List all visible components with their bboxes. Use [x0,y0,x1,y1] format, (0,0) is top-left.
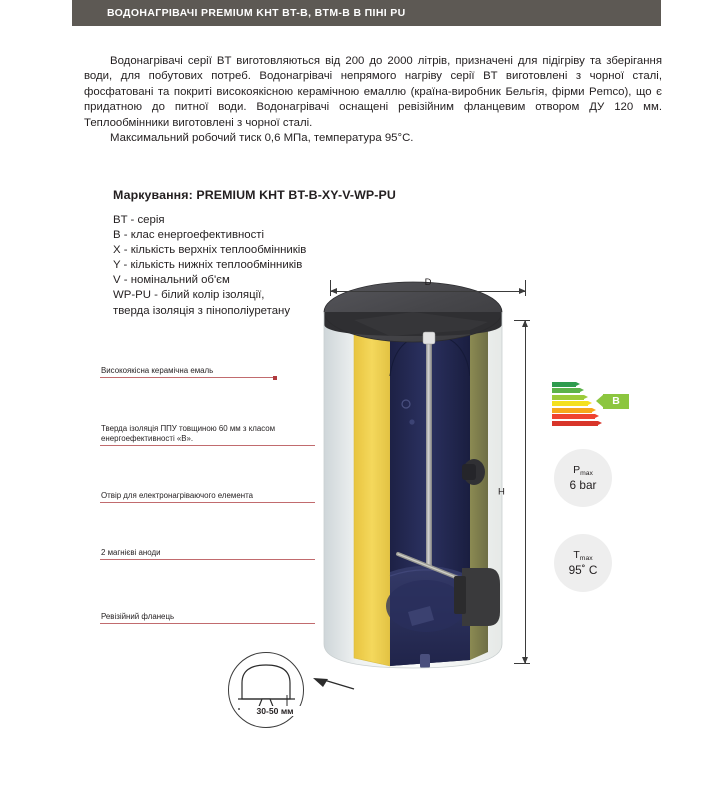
energy-bar-6 [552,414,595,419]
page-title: ВОДОНАГРІВАЧІ PREMIUM KHT BT-B, BTM-B В ПІНІ PU [107,7,406,19]
badge-symbol [573,550,592,561]
detail-pointer-arrow-icon [312,676,356,692]
marking-legend-list [113,213,306,319]
callout-heating-element-port [100,491,315,503]
badge-value: 95˚ C [568,562,598,577]
marking-item: BT - серія [113,214,165,226]
callout-label: Високоякісна керамічна емаль [101,366,214,375]
diameter-label: D [424,277,432,288]
leg-clearance-detail-circle [228,652,304,728]
badge-subscript: max [579,554,593,562]
badge-subscript: max [580,469,593,477]
marking-item: B - клас енергоефективності [113,229,265,242]
energy-bar-4 [552,401,588,406]
energy-bar-2 [552,388,580,393]
dimension-line [525,320,526,664]
energy-class-letter: B [612,395,620,408]
callout-label: Ревізійний фланець [101,612,175,621]
callout-leader-line [100,377,275,378]
leg-clearance-dimension-label: 30-50 мм [240,706,310,716]
badge-symbol-letter: P [573,463,581,476]
callout-inspection-flange [100,612,315,624]
intro-text-block [84,54,662,146]
arrow-up-icon [522,320,528,327]
callout-label: Отвір для електронагріваючого елемента [101,491,253,500]
arrow-down-icon [522,657,528,664]
marking-item: X - кількість верхніх теплообмінників [113,244,307,257]
intro-paragraph-1: Водонагрівачі серії BT виготовляються від 200 до 2000 літрів, призначені для підігріву та зберігання води, для побутових потреб. Водонагрівачі непрямого нагріву серії BT виготовлені з чорної сталі, фосфатовані та покриті високоякісною керамічною емаллю (країна-виробник Бельгія, фірми Pemco), що є придатною до питної води. Водонагрівачі оснащені ревізійним фланцевим отвором ДУ 120 мм. Теплообмінники виготовлені з чорної сталі. [84,55,662,129]
badge-symbol [573,465,593,476]
dimension-line [330,291,526,292]
water-heater-cutaway-illustration [302,276,524,676]
callout-leader-line [100,559,315,560]
callout-leader-line [100,502,315,503]
marking-item: тверда ізоляція з пінополіуретану [113,304,291,317]
status-badge-max-temperature [554,534,612,592]
callout-label: Тверда ізоляція ППУ товщиною 60 мм з класом енергоефективності «B». [101,424,276,444]
callout-magnesium-anodes [100,548,315,560]
callout-label: 2 магнієві аноди [101,548,161,557]
callout-leader-line [100,445,315,446]
arrow-left-icon [330,288,337,294]
page-header-bar [72,0,661,26]
energy-bar-5 [552,408,592,413]
intro-paragraph-2: Максимальний робочий тиск 0,6 МПа, температура 95°C. [110,132,414,145]
callout-pu-insulation [100,424,315,446]
status-badge-max-pressure [554,449,612,507]
arrow-right-icon [519,288,526,294]
diameter-dimension [330,278,526,296]
energy-rating-bars [552,382,598,427]
energy-bar-3 [552,395,584,400]
marking-item: V - номінальний об'єм [113,274,230,287]
marking-item: WP-PU - білий колір ізоляції, [113,289,265,302]
callout-ceramic-enamel [100,366,275,378]
energy-class-body [603,394,629,409]
energy-efficiency-label [552,380,630,430]
energy-class-arrow [596,394,629,409]
marking-heading: Маркування: PREMIUM KHT BT-B-XY-V-WP-PU [113,188,396,202]
energy-bar-7 [552,421,598,426]
callout-leader-line [100,623,315,624]
height-dimension [498,320,536,664]
badge-value: 6 bar [569,477,597,492]
energy-bar-1 [552,382,576,387]
height-label: H [498,486,505,498]
marking-item: Y - кількість нижніх теплообмінників [113,259,303,272]
badge-symbol-letter: T [573,548,580,561]
